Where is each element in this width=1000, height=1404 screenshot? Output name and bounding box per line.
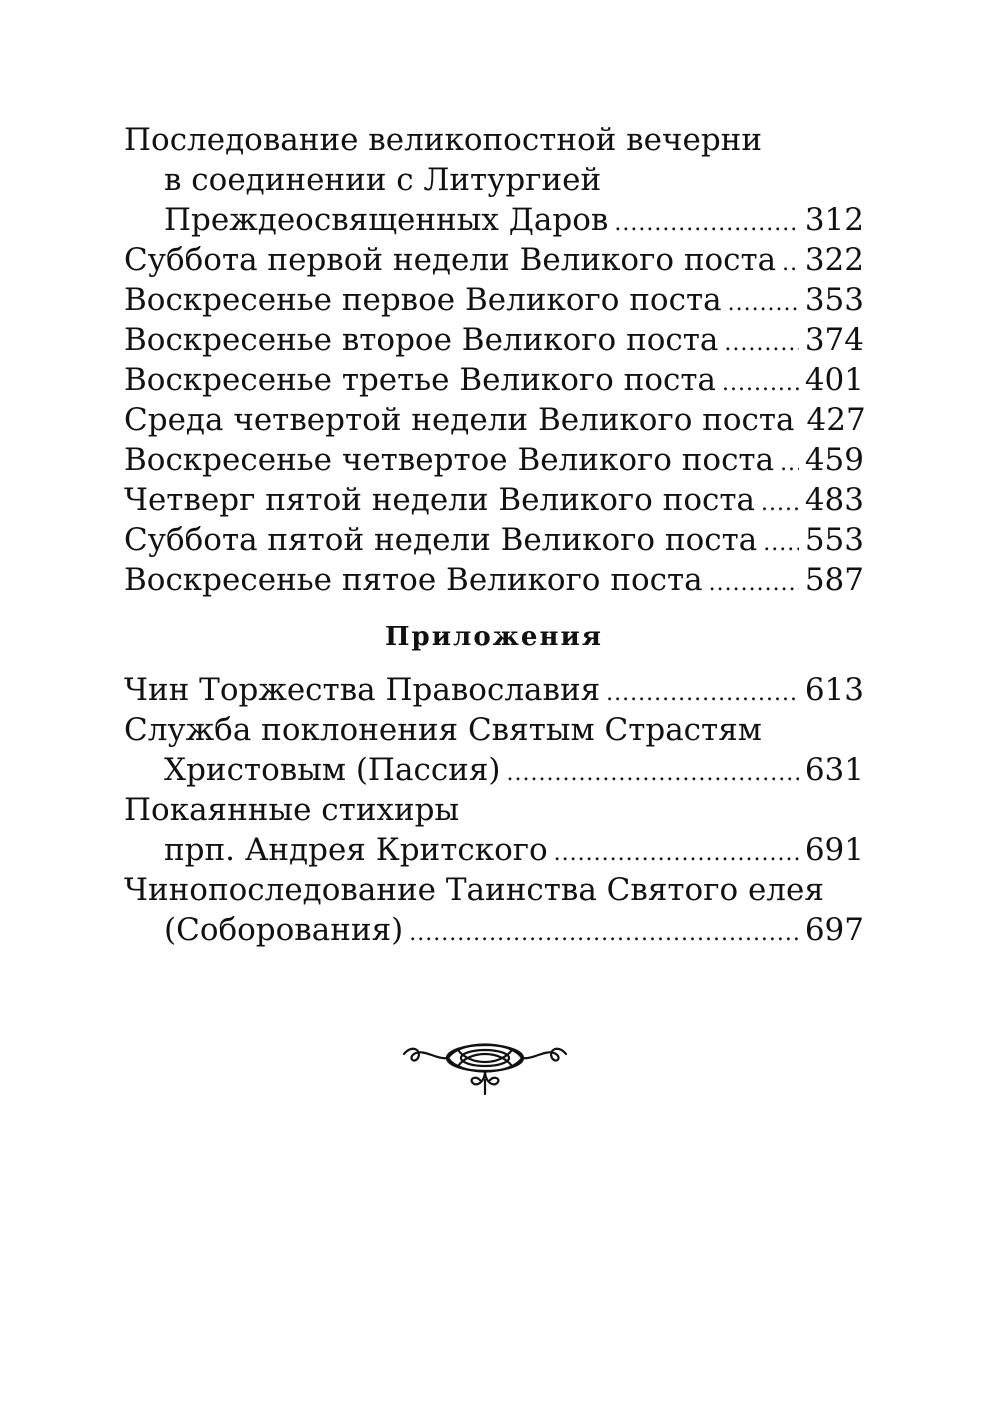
dot-leader [782, 240, 799, 284]
toc-page-number: 587 [804, 562, 864, 598]
dot-leader [728, 280, 799, 324]
toc-entry-title: (Соборования) [164, 912, 404, 948]
toc-entry-title: Четверг пятой недели Великого поста [124, 482, 755, 518]
toc-entry-title: Воскресенье четвертое Великого поста [124, 442, 775, 478]
toc-entry-title: прп. Андрея Критского [164, 832, 548, 868]
toc-entry-title: Воскресенье пятое Великого поста [124, 562, 703, 598]
dot-leader [554, 830, 799, 874]
toc-entry[interactable] [124, 790, 864, 870]
table-of-contents [124, 120, 864, 950]
toc-page-number: 691 [804, 832, 864, 868]
toc-entry[interactable] [124, 520, 864, 560]
dot-leader [780, 440, 799, 484]
toc-entry-title: Служба поклонения Святым Страстям [124, 712, 762, 748]
appendix-heading: Приложения [384, 622, 603, 652]
toc-entry-title: Преждеосвященных Даров [164, 202, 609, 238]
toc-entry[interactable] [124, 480, 864, 520]
dot-leader [614, 200, 798, 244]
toc-page-number: 374 [804, 322, 864, 358]
dot-leader [709, 560, 799, 604]
toc-entry-title: Покаянные стихиры [124, 792, 460, 828]
toc-entry-title: Воскресенье третье Великого поста [124, 362, 716, 398]
toc-page-number: 697 [804, 912, 864, 948]
toc-page-number: 401 [804, 362, 864, 398]
dot-leader [606, 670, 799, 714]
toc-entry[interactable] [124, 400, 864, 440]
toc-page-number: 459 [804, 442, 864, 478]
toc-page-number: 483 [804, 482, 864, 518]
toc-page-number: 613 [804, 672, 864, 708]
scroll-ornament-icon [400, 1030, 570, 1100]
toc-entry-title: Воскресенье первое Великого поста [124, 282, 722, 318]
toc-page-number: 353 [804, 282, 864, 318]
dot-leader [763, 520, 799, 564]
toc-page-number: 553 [804, 522, 864, 558]
toc-page-number: 322 [804, 242, 864, 278]
toc-entry-title: Среда четвертой недели Великого поста [124, 402, 795, 438]
toc-entry-title: Христовым (Пассия) [164, 752, 501, 788]
dot-leader [722, 360, 799, 404]
toc-entry-title: Воскресенье второе Великого поста [124, 322, 719, 358]
toc-entry[interactable] [124, 670, 864, 710]
dot-leader [409, 910, 799, 954]
toc-entry[interactable] [124, 240, 864, 280]
toc-entry[interactable] [124, 280, 864, 320]
toc-entry-title: Суббота пятой недели Великого поста [124, 522, 758, 558]
toc-entry[interactable] [124, 120, 864, 240]
toc-entry-title: в соединении с Литургией [164, 162, 602, 198]
toc-entry[interactable] [124, 870, 864, 950]
toc-entry[interactable] [124, 710, 864, 790]
toc-entry-title: Чин Торжества Православия [124, 672, 601, 708]
toc-page-number: 631 [804, 752, 864, 788]
toc-entry[interactable] [124, 560, 864, 600]
toc-entry-title: Суббота первой недели Великого поста [124, 242, 777, 278]
toc-entry[interactable] [124, 320, 864, 360]
toc-entry-title: Последование великопостной вечерни [124, 122, 762, 158]
toc-entry-title: Чинопоследование Таинства Святого елея [124, 872, 824, 908]
dot-leader [724, 320, 798, 364]
toc-entry[interactable] [124, 440, 864, 480]
toc-page-number: 312 [804, 202, 864, 238]
dot-leader [507, 750, 799, 794]
toc-page-number: 427 [806, 402, 866, 438]
toc-entry[interactable] [124, 360, 864, 400]
dot-leader [761, 480, 799, 524]
